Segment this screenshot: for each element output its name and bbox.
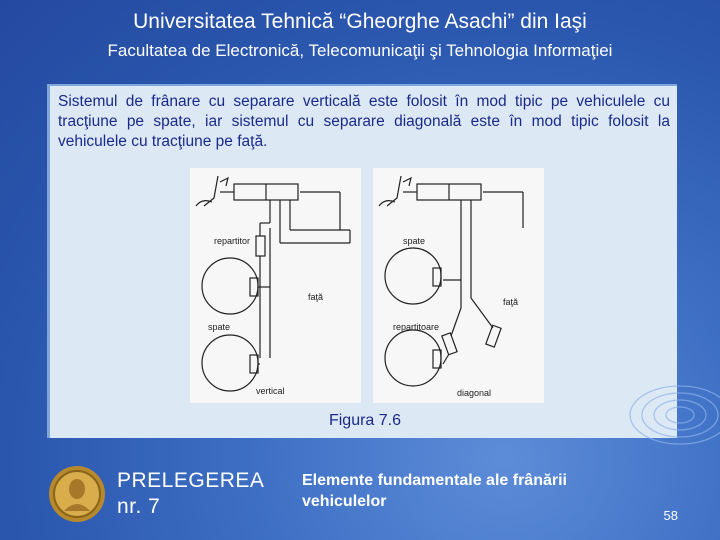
repartitoare-valve-b-icon xyxy=(486,325,501,347)
faculty-title: Facultatea de Electronică, Telecomunicaţii şi Tehnologia Informaţiei xyxy=(107,41,613,60)
label-fata-left: faţă xyxy=(308,292,324,302)
figure-caption: Figura 7.6 xyxy=(328,412,402,429)
label-repartitor: repartitor xyxy=(214,236,251,246)
vertical-diagram-svg xyxy=(190,168,361,403)
label-vertical: vertical xyxy=(256,386,285,396)
label-spate-right: spate xyxy=(403,236,426,246)
label-repartitoare: repartitoare xyxy=(393,322,440,332)
intro-paragraph: Sistemul de frânare cu separare verticală este folosit în mod tipic pe vehiculele cu tracţiune pe spate, iar sistemul cu separare diagonală este în mod tipic folosit la vehiculele cu tracţiune pe faţă. xyxy=(58,93,670,150)
repartitoare-valve-a-icon xyxy=(442,333,457,355)
label-spate-left: spate xyxy=(208,322,231,332)
label-fata-right: faţă xyxy=(503,297,519,307)
page-number: 58 xyxy=(663,508,678,523)
content-panel xyxy=(47,84,677,438)
lecture-number: PRELEGEREA nr. 7 xyxy=(117,469,264,518)
lecture-topic: Elemente fundamentale ale frânării vehiculelor xyxy=(302,472,567,510)
diagonal-split-figure xyxy=(373,168,544,403)
university-title: Universitatea Tehnică “Gheorghe Asachi” din Iaşi xyxy=(133,10,587,33)
vertical-split-figure xyxy=(190,168,361,403)
university-medal-icon xyxy=(48,465,106,523)
diagonal-diagram-svg xyxy=(373,168,544,403)
decorative-swirl-icon xyxy=(600,360,720,480)
label-diagonal: diagonal xyxy=(457,388,492,398)
repartitor-valve-icon xyxy=(256,236,265,256)
